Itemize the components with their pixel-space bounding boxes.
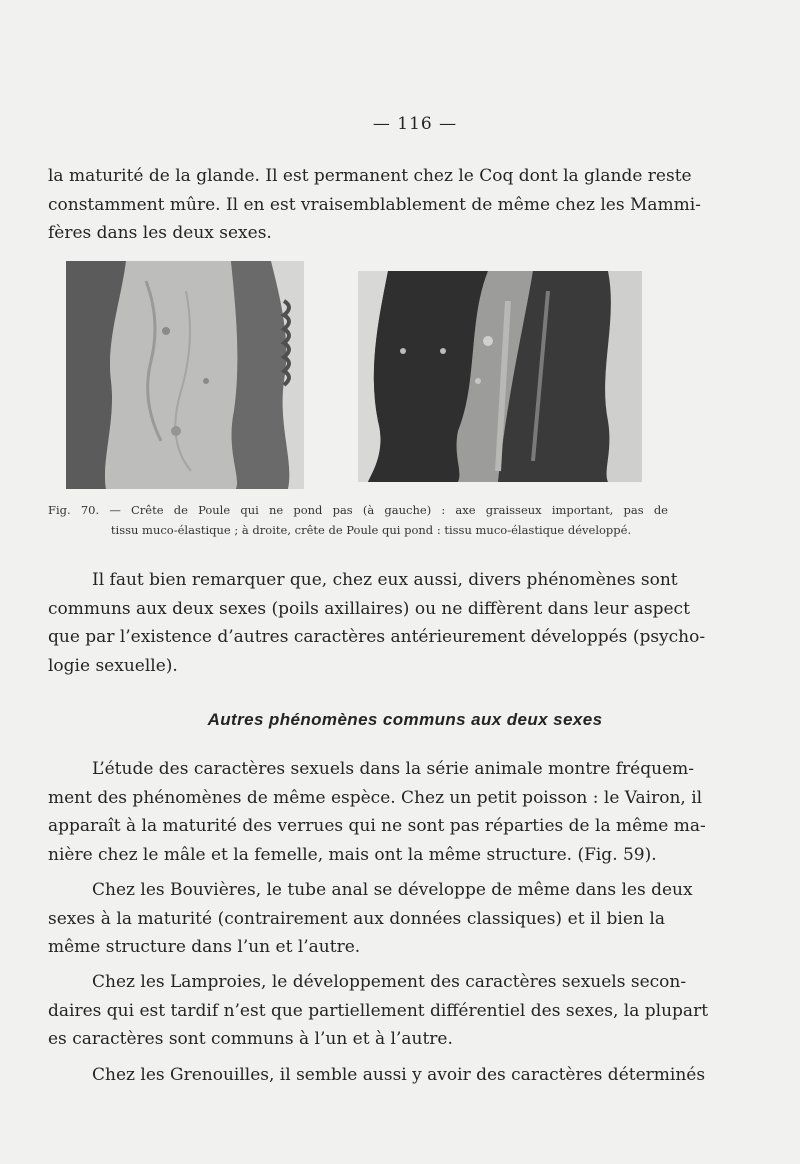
- text-line: sexes à la maturité (contrairement aux données classiques) et il bien la: [48, 908, 665, 929]
- page-number: — 116 —: [372, 114, 458, 134]
- text-line: la maturité de la glande. Il est permanent chez le Coq dont la glande reste: [48, 166, 692, 186]
- caption-line: tissu muco-élastique ; à droite, crête de Poule qui pond : tissu muco-élastique développé.: [110, 523, 632, 537]
- text-line: même structure dans l’un et l’autre.: [48, 937, 361, 957]
- figure-caption: [48, 500, 668, 540]
- paragraph-4: [48, 876, 693, 962]
- text-line: fères dans les deux sexes.: [48, 223, 272, 243]
- text-line: nière chez le mâle et la femelle, mais ont la même structure. (Fig. 59).: [48, 844, 657, 865]
- figure-photo-left: [66, 261, 304, 489]
- text-line: constamment mûre. Il en est vraisemblablement de même chez les Mammi-: [48, 194, 701, 215]
- text-line: Chez les Lamproies, le développement des caractères sexuels secon-: [92, 972, 687, 992]
- text-line: Chez les Bouvières, le tube anal se développe de même dans les deux: [92, 880, 693, 900]
- text-line: logie sexuelle).: [48, 655, 178, 676]
- paragraph-6: [48, 1061, 706, 1090]
- text-line: communs aux deux sexes (poils axillaires) ou ne diffèrent dans leur aspect: [48, 598, 690, 619]
- text-line: L’étude des caractères sexuels dans la série animale montre fréquem-: [92, 759, 694, 779]
- paragraph-3: [48, 755, 706, 869]
- paragraph-5: [48, 968, 709, 1054]
- text-line: Il faut bien remarquer que, chez eux aussi, divers phénomènes sont: [92, 570, 678, 590]
- text-line: apparaît à la maturité des verrues qui ne sont pas réparties de la même ma-: [48, 816, 706, 836]
- paragraph-2: [48, 566, 706, 680]
- text-line: ment des phénomènes de même espèce. Chez un petit poisson : le Vairon, il: [48, 787, 703, 808]
- section-heading: Autres phénomènes communs aux deux sexes: [207, 710, 603, 729]
- caption-line: Fig. 70. — Crête de Poule qui ne pond pas (à gauche) : axe graisseux important, pas de: [48, 503, 668, 517]
- figure-photo-right: [358, 271, 642, 482]
- text-line: es caractères sont communs à l’un et à l’autre.: [48, 1029, 453, 1049]
- intro-paragraph: [48, 162, 701, 248]
- text-line: Chez les Grenouilles, il semble aussi y avoir des caractères déterminés: [92, 1065, 706, 1085]
- text-line: daires qui est tardif n’est que partiellement différentiel des sexes, la plupart: [48, 1000, 709, 1021]
- text-line: que par l’existence d’autres caractères antérieurement développés (psycho-: [48, 627, 706, 647]
